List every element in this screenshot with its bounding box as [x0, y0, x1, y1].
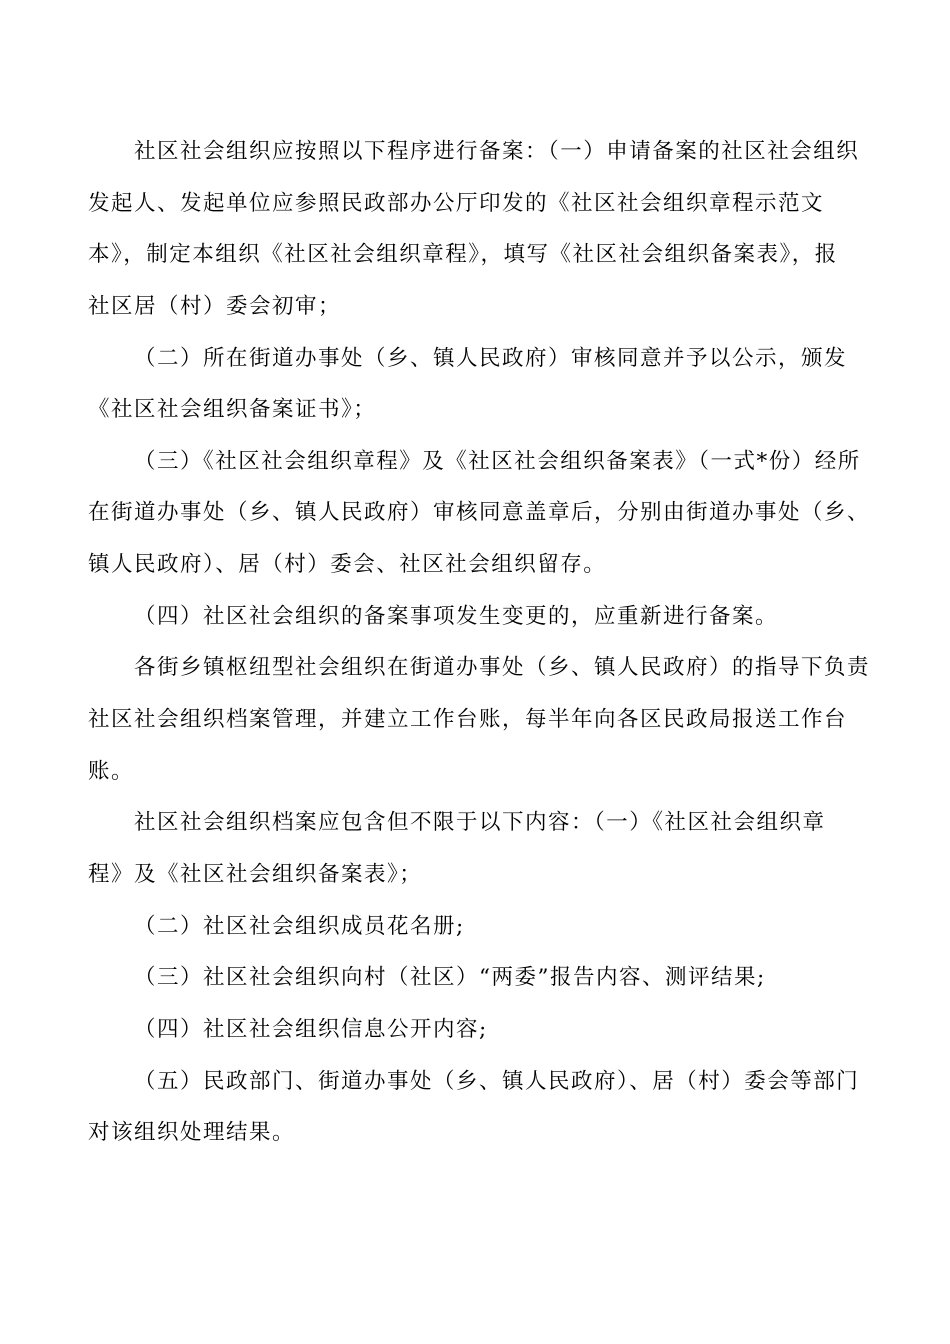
paragraph-6-line-2: 程》及《社区社会组织备案表》；	[88, 862, 423, 887]
paragraph-2-line-1: （二）所在街道办事处（乡、镇人民政府）审核同意并予以公示，颁发	[134, 346, 848, 371]
paragraph-7-line-1: （二）社区社会组织成员花名册;	[134, 914, 465, 939]
paragraph-6-line-1: 社区社会组织档案应包含但不限于以下内容：（一）《社区社会组织章	[134, 810, 826, 835]
paragraph-9-line-1: （四）社区社会组织信息公开内容;	[134, 1017, 488, 1042]
paragraph-5-line-2: 社区社会组织档案管理，并建立工作台账，每半年向各区民政局报送工作台	[88, 707, 848, 732]
paragraph-3-line-3: 镇人民政府）、居（村）委会、社区社会组织留存。	[88, 552, 607, 577]
paragraph-1-line-3: 本》，制定本组织《社区社会组织章程》，填写《社区社会组织备案表》，报	[88, 242, 838, 267]
paragraph-5-line-1: 各街乡镇枢纽型社会组织在街道办事处（乡、镇人民政府）的指导下负责	[134, 655, 871, 680]
paragraph-10-line-1: （五）民政部门、街道办事处（乡、镇人民政府）、居（村）委会等部门	[134, 1069, 860, 1094]
paragraph-2-line-2: 《社区社会组织备案证书》；	[88, 397, 377, 422]
paragraph-1-line-2: 发起人、发起单位应参照民政部办公厅印发的《社区社会组织章程示范文	[88, 191, 825, 216]
paragraph-3-line-2: 在街道办事处（乡、镇人民政府）审核同意盖章后，分别由街道办事处（乡、	[88, 500, 871, 525]
paragraph-4-line-1: （四）社区社会组织的备案事项发生变更的，应重新进行备案。	[134, 604, 779, 629]
paragraph-3-line-1: （三）《社区社会组织章程》及《社区社会组织备案表》（一式*份）经所	[134, 449, 861, 474]
paragraph-8-line-1: （三）社区社会组织向村（社区）“两委”报告内容、测评结果;	[134, 965, 766, 990]
paragraph-5-line-3: 账。	[88, 759, 135, 784]
paragraph-1-line-1: 社区社会组织应按照以下程序进行备案：（一）申请备案的社区社会组织	[134, 139, 860, 164]
paragraph-10-line-2: 对该组织处理结果。	[88, 1120, 296, 1145]
paragraph-1-line-4: 社区居（村）委会初审；	[88, 294, 342, 319]
